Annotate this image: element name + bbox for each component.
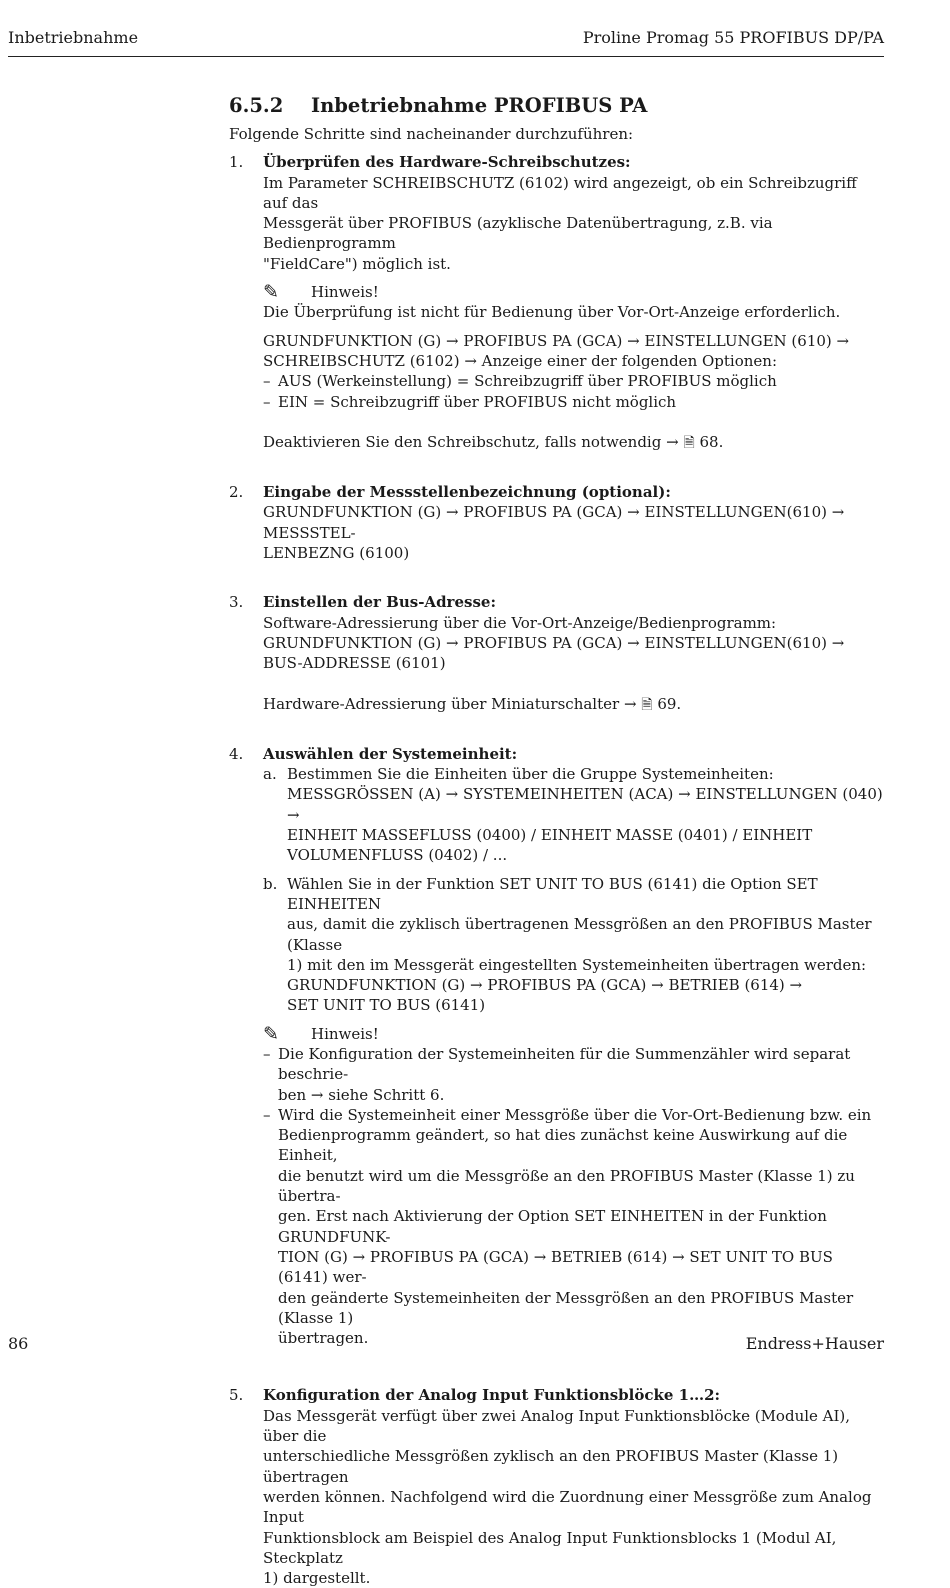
reference-text: Hardware-Adressierung über Miniaturschalter → — [263, 694, 637, 713]
section-heading — [229, 93, 884, 119]
note-item: – Wird die Systemeinheit einer Messgröße über die Vor-Ort-Bedienung bzw. ein Bedienprogramm geändert, so hat dies zunächst keine Auswirkung auf die Einheit, die benutzt wird um die Messgröße an den PROFIBUS Master (Klasse 1) zu übertra- gen. Erst nach Aktivierung der Option SET EINHEITEN in der Funktion GRUNDFUNK- TION (G) → PROFIBUS PA (GCA) → BETRIEB (614) → SET UNIT TO BUS (6141) wer- den geänderte Systemeinheiten der Messgrößen an den PROFIBUS Master (Klasse 1) übertragen. — [263, 1105, 884, 1349]
text-line: aus, damit die zyklisch übertragenen Messgrößen an den PROFIBUS Master (Klasse — [287, 915, 872, 954]
text-line: Funktionsblock am Beispiel des Analog Input Funktionsblocks 1 (Modul AI, Steckplatz — [263, 1528, 837, 1567]
menu-path-line: VOLUMENFLUSS (0402) / ... — [287, 846, 508, 865]
reference-text: Deaktivieren Sie den Schreibschutz, falls notwendig → — [263, 432, 679, 451]
text-line: 1) dargestellt. — [263, 1569, 371, 1588]
note-item: – Die Konfiguration der Systemeinheiten für die Summenzähler wird separat beschrie- ben → siehe Schritt 6. — [263, 1044, 884, 1105]
text-line: 1) mit den im Messgerät eingestellten Systemeinheiten übertragen werden: — [287, 955, 867, 974]
page-content — [229, 93, 884, 1588]
menu-path-line: BUS-ADDRESSE (6101) — [263, 654, 446, 673]
note-line: die benutzt wird um die Messgröße an den PROFIBUS Master (Klasse 1) zu übertra- — [278, 1166, 855, 1206]
cross-reference — [263, 694, 884, 715]
text-line: Software-Adressierung über die Vor-Ort-Anzeige/Bedienprogramm: — [263, 613, 777, 632]
header-chapter: Inbetriebnahme — [8, 28, 139, 47]
note-line: Wird die Systemeinheit einer Messgröße über die Vor-Ort-Bedienung bzw. ein — [278, 1105, 872, 1124]
step-number: 1. — [229, 153, 244, 172]
option-item: – AUS (Werkeinstellung) = Schreibzugriff über PROFIBUS möglich — [263, 372, 777, 391]
step-5 — [229, 1385, 884, 1588]
menu-path-line: GRUNDFUNKTION (G) → PROFIBUS PA (GCA) → EINSTELLUNGEN (610) → — [263, 331, 850, 350]
substep-letter: b. — [263, 874, 278, 893]
step-4 — [229, 744, 884, 1349]
step-number: 2. — [229, 483, 244, 502]
note-line: Die Konfiguration der Systemeinheiten für die Summenzähler wird separat beschrie- — [278, 1044, 851, 1084]
text-line: "FieldCare") möglich ist. — [263, 254, 451, 273]
menu-path-line: SET UNIT TO BUS (6141) — [287, 996, 486, 1015]
text-line: werden können. Nachfolgend wird die Zuordnung einer Messgröße zum Analog Input — [263, 1487, 872, 1527]
note-text: Die Überprüfung ist nicht für Bedienung über Vor-Ort-Anzeige erforderlich. — [263, 303, 841, 322]
note-header — [263, 1024, 884, 1044]
option-text: AUS (Werkeinstellung) = Schreibzugriff über PROFIBUS möglich — [278, 372, 777, 391]
menu-path-line: GRUNDFUNKTION (G) → PROFIBUS PA (GCA) → EINSTELLUNGEN(610) → MESSSTEL- — [263, 503, 845, 542]
note-line: ben → siehe Schritt 6. — [278, 1085, 445, 1104]
menu-path-line: GRUNDFUNKTION (G) → PROFIBUS PA (GCA) → EINSTELLUNGEN(610) → — [263, 633, 845, 652]
option-text: EIN = Schreibzugriff über PROFIBUS nicht möglich — [278, 392, 677, 411]
note-line: Bedienprogramm geändert, so hat dies zunächst keine Auswirkung auf die Einheit, — [278, 1126, 848, 1165]
note-label: Hinweis! — [311, 283, 379, 302]
menu-path-line: MESSGRÖSSEN (A) → SYSTEMEINHEITEN (ACA) → EINSTELLUNGEN (040) → — [287, 785, 883, 824]
reference-page: 69. — [657, 694, 682, 713]
note-header — [263, 282, 884, 302]
step-title: Konfiguration der Analog Input Funktionsblöcke 1…2: — [263, 1386, 721, 1405]
cross-reference — [263, 432, 884, 453]
substep-b — [263, 874, 884, 1016]
header-product: Proline Promag 55 PROFIBUS DP/PA — [582, 28, 884, 47]
step-3 — [229, 592, 884, 714]
text-line: Das Messgerät verfügt über zwei Analog Input Funktionsblöcke (Module AI), über die — [263, 1406, 851, 1446]
footer-brand: Endress+Hauser — [745, 1334, 884, 1353]
text-line: Bestimmen Sie die Einheiten über die Gruppe Systemeinheiten: — [287, 765, 774, 784]
step-title: Eingabe der Messstellenbezeichnung (optional): — [263, 483, 671, 502]
intro-text: Folgende Schritte sind nacheinander durchzuführen: — [229, 125, 634, 143]
step-number: 3. — [229, 593, 244, 612]
substep-a — [263, 764, 884, 865]
page-number: 86 — [8, 1334, 29, 1353]
menu-path-line: LENBEZNG (6100) — [263, 544, 410, 563]
option-item: – EIN = Schreibzugriff über PROFIBUS nicht möglich — [263, 392, 677, 411]
pencil-note-icon: ✎ — [263, 281, 279, 304]
step-title: Überprüfen des Hardware-Schreibschutzes: — [263, 153, 631, 172]
pencil-note-icon: ✎ — [263, 1022, 279, 1045]
note-line: übertragen. — [278, 1329, 369, 1348]
step-number: 4. — [229, 744, 244, 763]
menu-path-line: EINHEIT MASSEFLUSS (0400) / EINHEIT MASSE (0401) / EINHEIT — [287, 826, 813, 845]
text-line: Wählen Sie in der Funktion SET UNIT TO BUS (6141) die Option SET EINHEITEN — [287, 874, 818, 913]
text-line: unterschiedliche Messgrößen zyklisch an den PROFIBUS Master (Klasse 1) übertragen — [263, 1447, 839, 1486]
text-line: Messgerät über PROFIBUS (azyklische Datenübertragung, z.B. via Bedienprogramm — [263, 214, 773, 253]
step-2 — [229, 482, 884, 563]
step-1 — [229, 152, 884, 453]
page-reference-icon: 🗎 — [641, 696, 653, 713]
text-line: Im Parameter SCHREIBSCHUTZ (6102) wird angezeigt, ob ein Schreibzugriff auf das — [263, 173, 857, 212]
page-reference-icon: 🗎 — [683, 434, 695, 451]
note-label: Hinweis! — [311, 1024, 379, 1043]
reference-page: 68. — [699, 432, 724, 451]
menu-path-line: GRUNDFUNKTION (G) → PROFIBUS PA (GCA) → BETRIEB (614) → — [287, 976, 803, 995]
step-title: Einstellen der Bus-Adresse: — [263, 593, 496, 612]
step-title: Auswählen der Systemeinheit: — [263, 744, 518, 763]
substep-letter: a. — [263, 765, 277, 784]
note-line: den geänderte Systemeinheiten der Messgrößen an den PROFIBUS Master (Klasse 1) — [278, 1288, 854, 1327]
note-line: TION (G) → PROFIBUS PA (GCA) → BETRIEB (614) → SET UNIT TO BUS (6141) wer- — [278, 1247, 833, 1287]
header-rule — [8, 56, 884, 57]
note-line: gen. Erst nach Aktivierung der Option SET EINHEITEN in der Funktion GRUNDFUNK- — [278, 1207, 827, 1246]
menu-path-line: SCHREIBSCHUTZ (6102) → Anzeige einer der folgenden Optionen: — [263, 351, 777, 370]
step-number: 5. — [229, 1386, 244, 1405]
section-number: 6.5.2 — [229, 94, 284, 117]
section-title: Inbetriebnahme PROFIBUS PA — [311, 94, 648, 117]
